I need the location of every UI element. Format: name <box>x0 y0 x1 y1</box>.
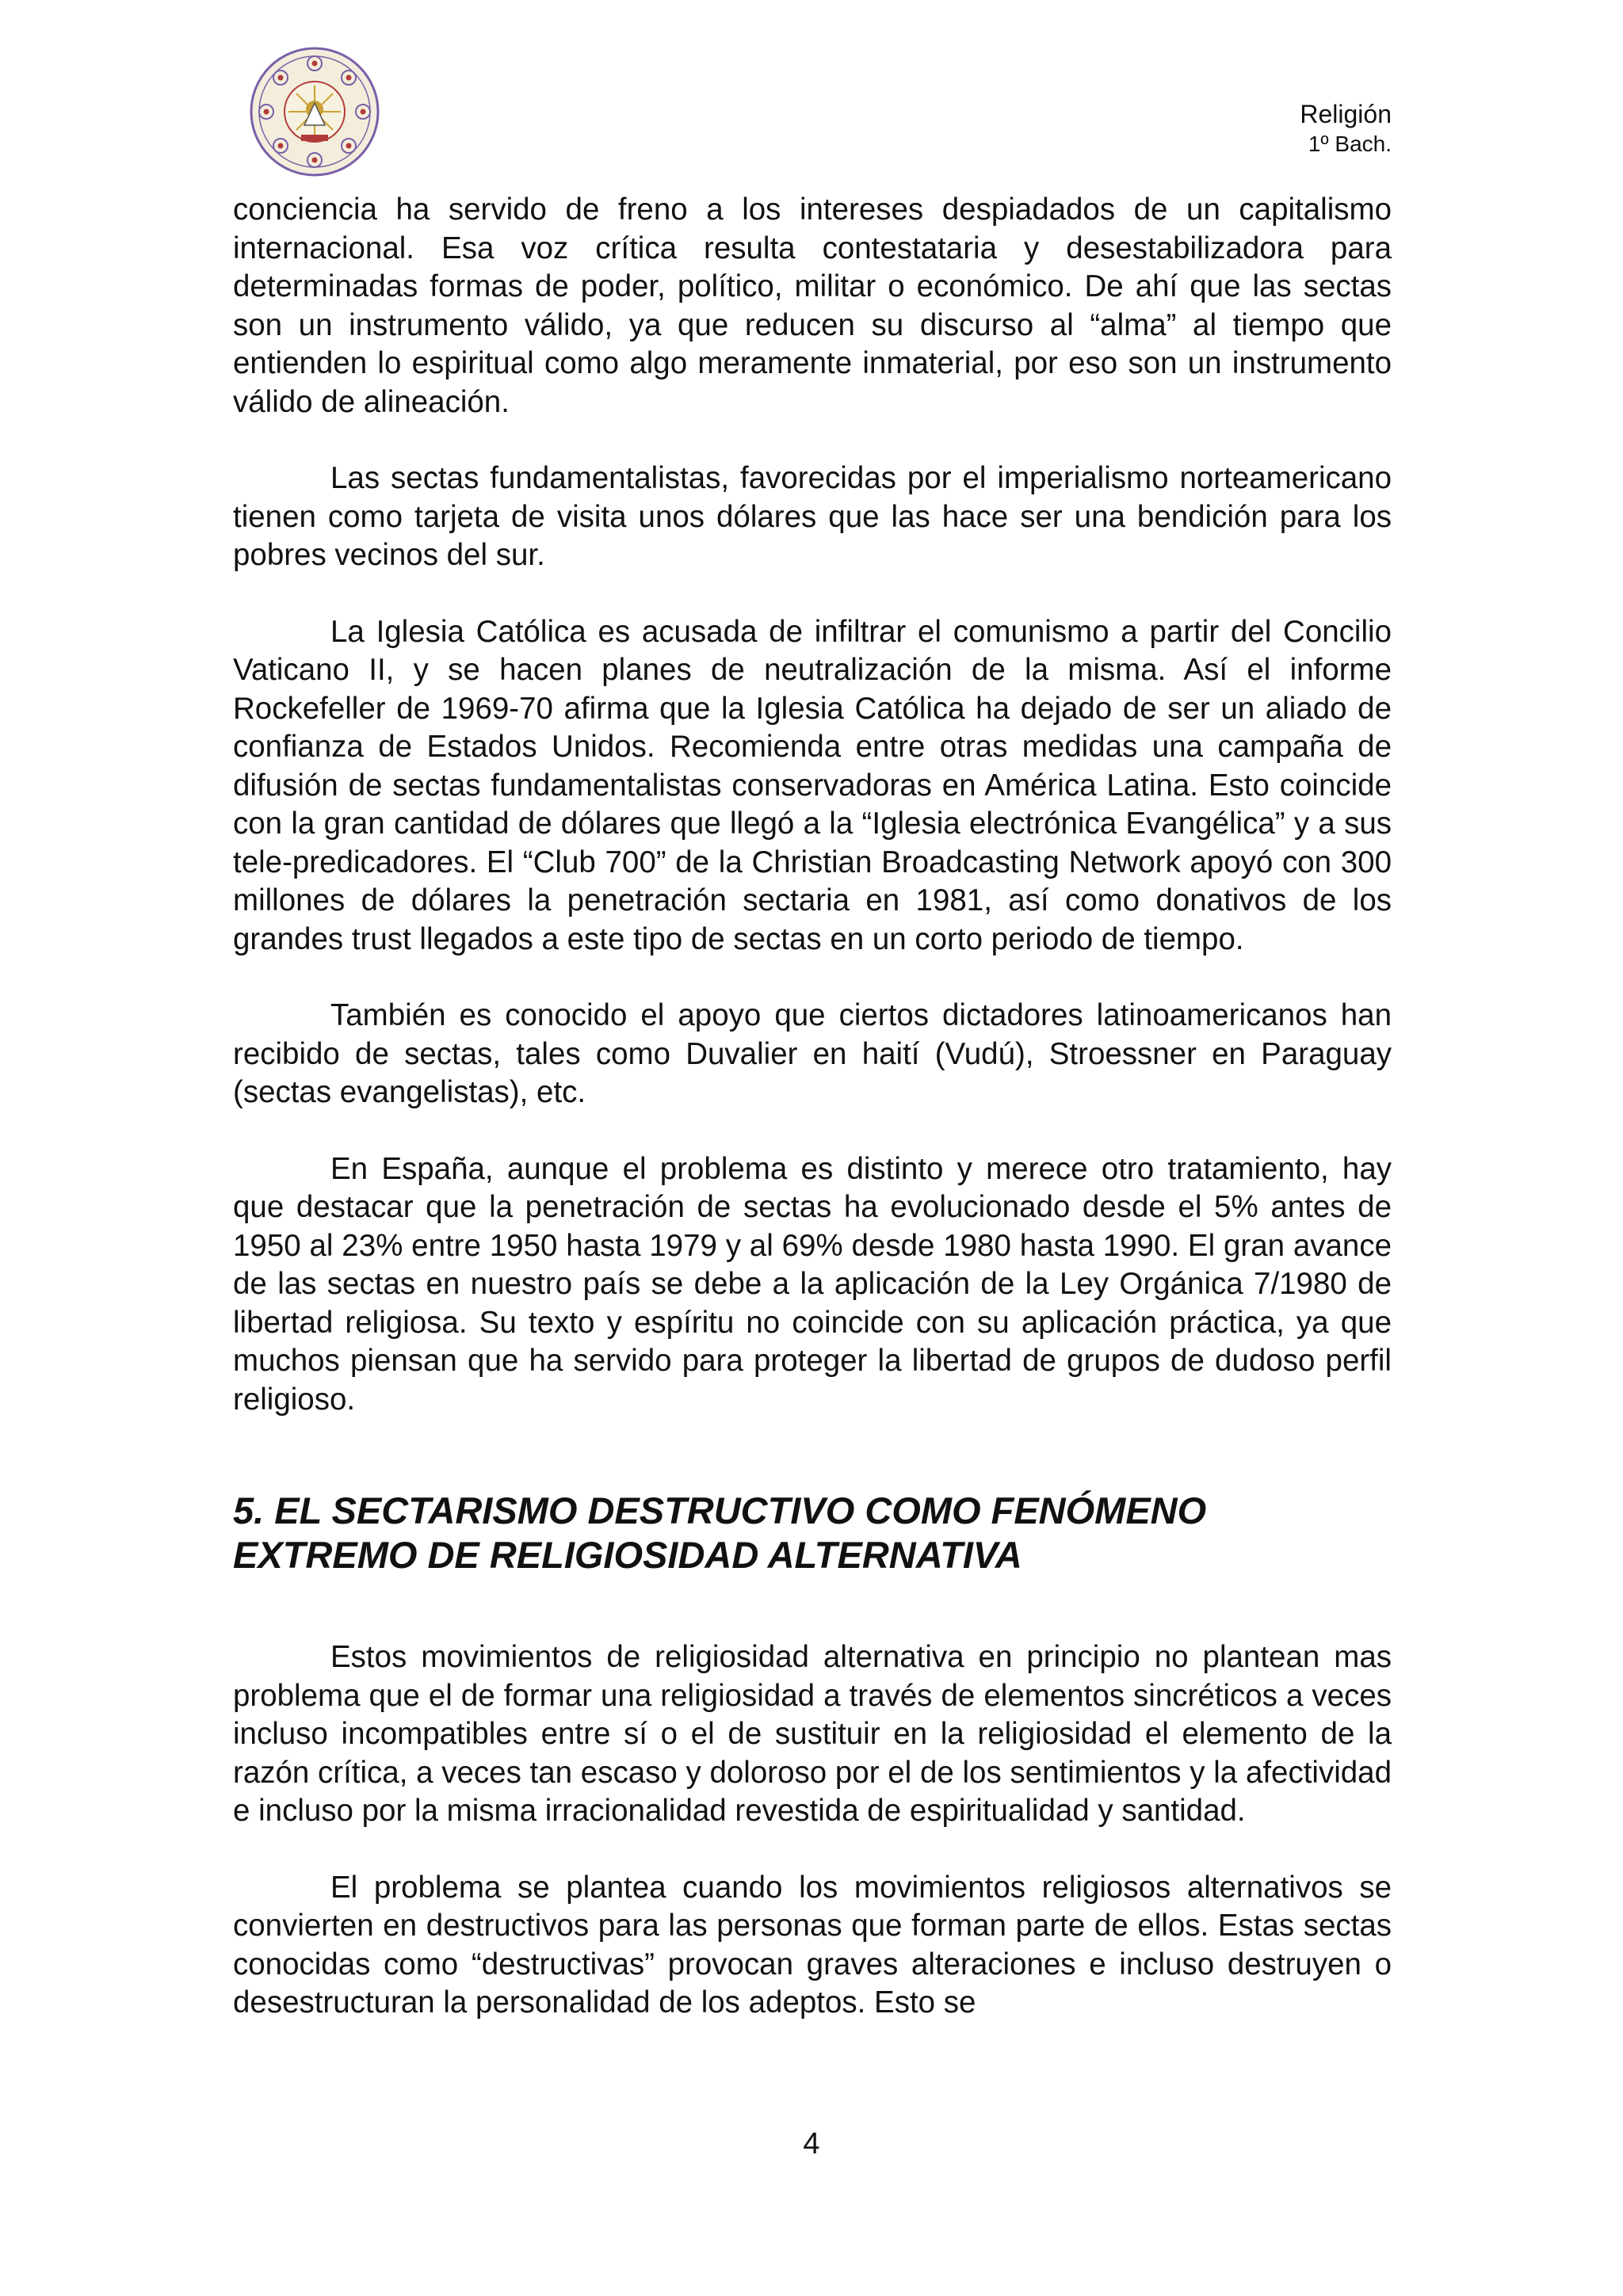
header-subject: Religión <box>1300 100 1392 128</box>
section-heading-line-2: EXTREMO DE RELIGIOSIDAD ALTERNATIVA <box>233 1534 1022 1576</box>
paragraph: Las sectas fundamentalistas, favorecidas por el imperialismo norteamericano tienen como tarjeta de visita unos dólares que las hace ser una bendición para los pobres vecinos del sur. <box>233 461 1392 572</box>
paragraph: El problema se plantea cuando los movimientos religiosos alternativos se convierten en destructivos para las personas que forman parte de ellos. Estas sectas conocidas como “destructivas” provocan graves alteraciones e incluso destruyen o desestructuran la personalidad de los adeptos. Esto se <box>233 1870 1392 2019</box>
paragraph: La Iglesia Católica es acusada de infiltrar el comunismo a partir del Concilio Vaticano II, y se hacen planes de neutralización de la misma. Así el informe Rockefeller de 1969-70 afirma que la Iglesia Católica ha dejado de ser un aliado de confianza de Estados Unidos. Recomienda entre otras medidas una campaña de difusión de sectas fundamentalistas conservadoras en América Latina. Esto coincide con la gran cantidad de dólares que llegó a la “Iglesia electrónica Evangélica” y a sus tele-predicadores. El “Club 700” de la Christian Broadcasting Network apoyó con 300 millones de dólares la penetración sectaria en 1981, así como donativos de los grandes trust llegados a este tipo de sectas en un corto periodo de tiempo. <box>233 614 1392 956</box>
header-course: 1º Bach. <box>1308 132 1392 156</box>
paragraph: Estos movimientos de religiosidad alternativa en principio no plantean mas problema que el de formar una religiosidad a través de elementos sincréticos a veces incluso incompatibles entre sí o el de sustituir en la religiosidad el elemento de la razón crítica, a veces tan escaso y doloroso por el de los sentimientos y la afectividad e incluso por la misma irracionalidad revestida de espiritualidad y santidad. <box>233 1640 1392 1828</box>
section-heading-line-1: 5. EL SECTARISMO DESTRUCTIVO COMO FENÓMENO <box>233 1489 1207 1531</box>
paragraph: También es conocido el apoyo que ciertos dictadores latinoamericanos han recibido de sectas, tales como Duvalier en haití (Vudú), Stroessner en Paraguay (sectas evangelistas), etc. <box>233 998 1392 1109</box>
paragraph: conciencia ha servido de freno a los intereses despiadados de un capitalismo internacional. Esa voz crítica resulta contestataria y desestabilizadora para determinadas formas de poder, político, militar o económico. De ahí que las sectas son un instrumento válido, ya que reducen su discurso al “alma” al tiempo que entienden lo espiritual como algo meramente inmaterial, por eso son un instrumento válido de alineación. <box>233 193 1392 419</box>
paragraph: En España, aunque el problema es distinto y merece otro tratamiento, hay que destacar que la penetración de sectas ha evolucionado desde el 5% antes de 1950 al 23% entre 1950 hasta 1979 y al 69% desde 1980 hasta 1990. El gran avance de las sectas en nuestro país se debe a la aplicación de la Ley Orgánica 7/1980 de libertad religiosa. Su texto y espíritu no coincide con su aplicación práctica, ya que muchos piensan que ha servido para proteger la libertad de grupos de dudoso perfil religioso. <box>233 1151 1392 1417</box>
document-body <box>233 191 1392 2061</box>
page-number: 4 <box>803 2127 820 2161</box>
section-heading <box>233 1489 1392 1577</box>
page-header <box>1300 98 1392 158</box>
school-emblem-logo <box>249 46 380 177</box>
